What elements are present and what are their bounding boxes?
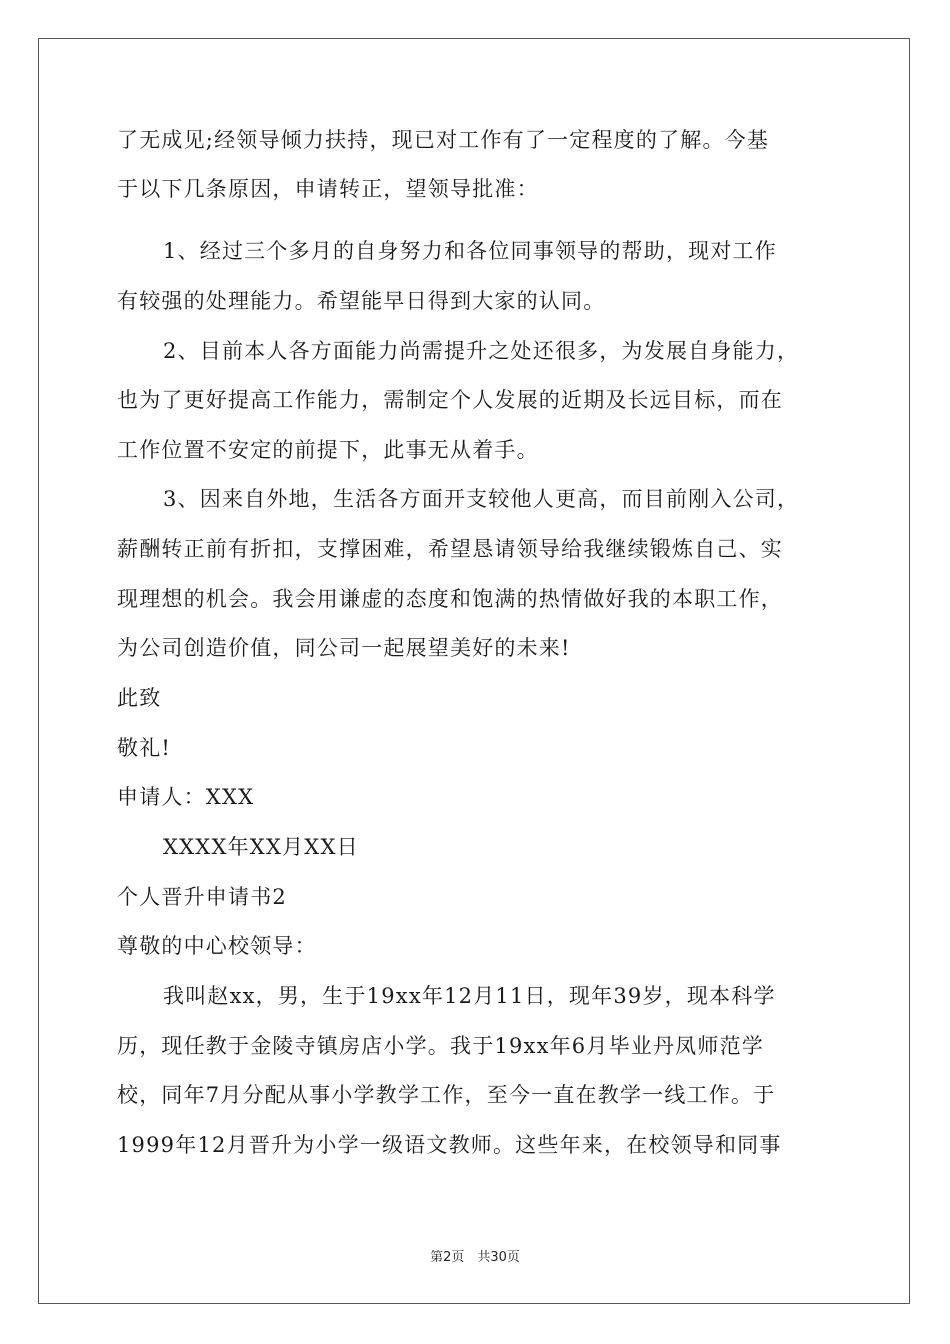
text-line: 于以下几条原因，申请转正，望领导批准： bbox=[117, 177, 539, 201]
text-line: 1999年12月晋升为小学一级语文教师。这些年来，在校领导和同事 bbox=[117, 1133, 782, 1157]
text-line: 我叫赵xx，男，生于19xx年12月11日，现年39岁，现本科学 bbox=[163, 984, 776, 1008]
salutation-text: 此致 bbox=[117, 686, 162, 710]
text-line: 工作位置不安定的前提下，此事无从着手。 bbox=[117, 438, 539, 462]
closing-text: 敬礼! bbox=[117, 736, 172, 760]
section-title: 个人晋升申请书2 bbox=[117, 885, 287, 909]
text-line: 3、因来自外地，生活各方面开支较他人更高，而目前刚入公司， bbox=[163, 487, 800, 511]
applicant-line: 申请人：XXX bbox=[117, 785, 255, 809]
text-line: 校，同年7月分配从事小学教学工作，至今一直在教学一线工作。于 bbox=[117, 1083, 776, 1107]
greeting-line: 尊敬的中心校领导： bbox=[117, 934, 317, 958]
text-line: 1、经过三个多月的自身努力和各位同事领导的帮助，现对工作 bbox=[163, 239, 777, 263]
text-line: 2、目前本人各方面能力尚需提升之处还很多，为发展自身能力， bbox=[163, 339, 800, 363]
text-line: 薪酬转正前有折扣，支撑困难，希望恳请领导给我继续锻炼自己、实 bbox=[117, 537, 783, 561]
text-line: 为公司创造价值，同公司一起展望美好的未来! bbox=[117, 636, 571, 660]
page-number-footer: 第2页 共30页 bbox=[430, 1250, 520, 1265]
text-line: 现理想的机会。我会用谦虚的态度和饱满的热情做好我的本职工作， bbox=[117, 587, 783, 611]
text-line: 历，现任教于金陵寺镇房店小学。我于19xx年6月毕业丹凤师范学 bbox=[117, 1034, 764, 1058]
text-line: 也为了更好提高工作能力，需制定个人发展的近期及长远目标，而在 bbox=[117, 388, 783, 412]
text-line: 有较强的处理能力。希望能早日得到大家的认同。 bbox=[117, 289, 606, 313]
page-border bbox=[38, 38, 910, 1304]
date-line: XXXX年XX月XX日 bbox=[163, 835, 359, 859]
text-line: 了无成见;经领导倾力扶持，现已对工作有了一定程度的了解。今基 bbox=[117, 128, 770, 152]
